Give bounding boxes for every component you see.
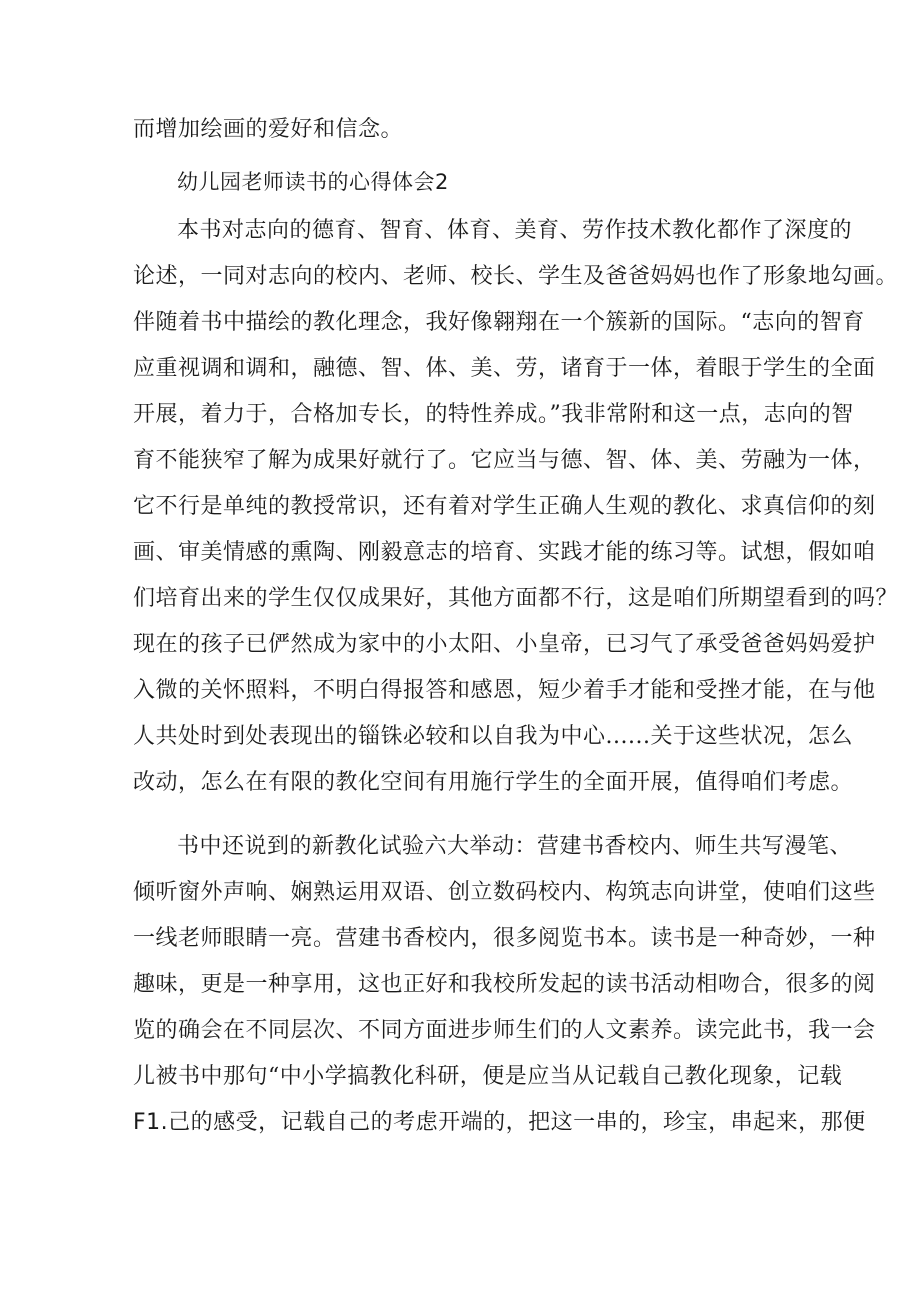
section-title: 幼儿园老师读书的心得体会2 — [177, 170, 449, 194]
paragraph-1-line: 入微的关怀照料，不明白得报答和感恩，短少着手才能和受挫才能，在与他 — [133, 678, 876, 703]
paragraph-1-line: 开展，着力于，合格加专长，的特性养成。”我非常附和这一点，志向的智 — [133, 402, 854, 427]
paragraph-2-last-line — [133, 1108, 866, 1138]
paragraph-1-line: 伴随着书中描绘的教化理念，我好像翱翔在一个簇新的国际。“志向的智育 — [133, 310, 865, 335]
paragraph-2-line: 览的确会在不同层次、不同方面进步师生们的人文素养。读完此书，我一会 — [133, 1018, 876, 1043]
paragraph-2-line: 一线老师眼睛一亮。营建书香校内，很多阅览书本。读书是一种奇妙，一种 — [133, 926, 876, 951]
paragraph-1-line: 它不行是单纯的教授常识，还有着对学生正确人生观的教化、求真信仰的刻 — [133, 494, 876, 519]
paragraph-2-line-rest: 己的感受，记载自己的考虑开端的，把这一串的，珍宝，串起来，那便 — [168, 1110, 866, 1135]
paragraph-1-line: 应重视调和调和，融德、智、体、美、劳，诸育于一体，着眼于学生的全面 — [133, 356, 876, 381]
paragraph-2-line: 书中还说到的新教化试验六大举动：营建书香校内、师生共写漫笔、 — [177, 834, 853, 859]
paragraph-2-line: 儿被书中那句“中小学搞教化科研，便是应当从记载自己教化现象，记载 — [133, 1064, 843, 1089]
paragraph-2-line: 倾听窗外声响、娴熟运用双语、创立数码校内、构筑志向讲堂，使咱们这些 — [133, 880, 876, 905]
paragraph-1-line: 论述，一同对志向的校内、老师、校长、学生及爸爸妈妈也作了形象地勾画。 — [133, 264, 899, 289]
paragraph-1-line: 本书对志向的德育、智育、体育、美育、劳作技术教化都作了深度的 — [177, 218, 853, 243]
paragraph-1-line: 们培育出来的学生仅仅成果好，其他方面都不行，这是咱们所期望看到的吗？ — [133, 586, 899, 611]
paragraph-1-line: 画、审美情感的熏陶、刚毅意志的培育、实践才能的练习等。试想，假如咱 — [133, 540, 876, 565]
carry-over-line: 而增加绘画的爱好和信念。 — [133, 117, 404, 142]
paragraph-1-line: 改动，怎么在有限的教化空间有用施行学生的全面开展，值得咱们考虑。 — [133, 770, 854, 795]
paragraph-1-line: 育不能狭窄了解为成果好就行了。它应当与德、智、体、美、劳融为一体， — [133, 448, 876, 473]
paragraph-1-line: 人共处时到处表现出的锱铢必较和以自我为中心......关于这些状况，怎么 — [133, 724, 853, 749]
paragraph-2-line: 趣味，更是一种享用，这也正好和我校所发起的读书活动相吻合，很多的阅 — [133, 972, 876, 997]
paragraph-1-line: 现在的孩子已俨然成为家中的小太阳、小皇帝，已习气了承受爸爸妈妈爱护 — [133, 632, 876, 657]
footnote-marker: F1. — [133, 1110, 169, 1135]
